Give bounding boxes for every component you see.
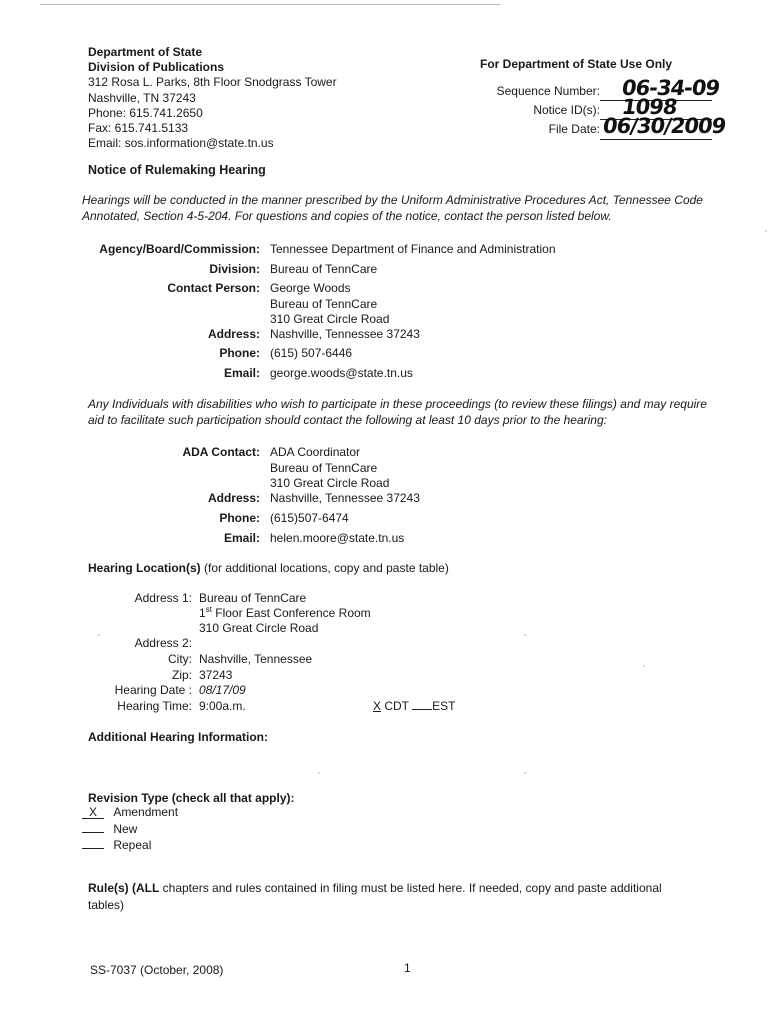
- revision-type-heading: Revision Type (check all that apply):: [88, 791, 295, 805]
- agency-value: Tennessee Department of Finance and Administration: [270, 242, 556, 256]
- hearing-time-value: 9:00a.m.: [199, 699, 246, 713]
- dept-fax: Fax: 615.741.5133: [88, 121, 189, 136]
- revision-label: Repeal: [113, 838, 152, 852]
- intro-paragraph: Hearings will be conducted in the manner prescribed by the Uniform Administrative Procedures Act, Tennessee Code Annotated, Section 4-5-204. For questions and copies of the notice, contact the person listed below.: [82, 193, 703, 223]
- revision-label: Amendment: [113, 805, 179, 819]
- dos-use-title: For Department of State Use Only: [480, 57, 673, 71]
- est-blank: [412, 699, 432, 710]
- address-label: Address:: [207, 327, 260, 341]
- phone-label: Phone:: [219, 346, 260, 360]
- file-date-underline: [600, 139, 712, 140]
- est-label: EST: [432, 699, 456, 713]
- hearing-date-label: Hearing Date :: [114, 683, 192, 697]
- address2-label: Address 2:: [134, 636, 192, 650]
- revision-check: X: [82, 807, 104, 819]
- contact-line: 310 Great Circle Road: [270, 312, 390, 326]
- scan-top-rule: [40, 4, 500, 5]
- contact-person-label: Contact Person:: [167, 281, 260, 295]
- hearing-time-label: Hearing Time:: [117, 699, 192, 713]
- scan-speck: [524, 772, 526, 774]
- email-label: Email:: [223, 366, 260, 380]
- ada-address-value: Nashville, Tennessee 37243: [270, 491, 420, 505]
- division-label: Division:: [209, 262, 260, 276]
- ada-email-label: Email:: [223, 531, 260, 545]
- sequence-number-label: Sequence Number:: [496, 84, 600, 98]
- scan-speck: [318, 772, 320, 774]
- scan-speck: [98, 634, 100, 636]
- phone-value: (615) 507-6446: [270, 346, 353, 360]
- cdt-label: CDT: [381, 699, 413, 713]
- zip-value: 37243: [199, 668, 233, 682]
- ada-contact-line: ADA Coordinator: [270, 445, 361, 459]
- revision-item: [82, 805, 178, 819]
- zip-label: Zip:: [171, 668, 192, 682]
- revision-item: [82, 821, 137, 836]
- division-name: Division of Publications: [88, 60, 225, 75]
- scan-speck: [524, 634, 526, 636]
- ada-contact-line: Bureau of TennCare: [270, 461, 378, 475]
- agency-label: Agency/Board/Commission:: [99, 242, 260, 256]
- rules-instruction: [88, 880, 698, 914]
- hearing-date-value: 08/17/09: [199, 683, 246, 697]
- dept-email: Email: sos.information@state.tn.us: [88, 136, 274, 151]
- city-label: City:: [168, 652, 192, 666]
- hearing-location-note: (for additional locations, copy and paste table): [200, 561, 449, 575]
- revision-check: [82, 837, 104, 849]
- ada-phone-value: (615)507-6474: [270, 511, 349, 525]
- disability-paragraph: Any Individuals with disabilities who wish to participate in these proceedings (to review these filings) and may require aid to facilitate such participation should contact the following at least 10 days prior to the hearing:: [88, 397, 707, 427]
- address1-line: [199, 605, 371, 620]
- file-date-value: 06/30/2009: [601, 114, 727, 138]
- ada-phone-label: Phone:: [219, 511, 260, 525]
- form-id: SS-7037 (October, 2008): [90, 963, 224, 977]
- hearing-location-title: Hearing Location(s): [88, 561, 201, 575]
- hearing-location-heading: [88, 561, 449, 575]
- division-value: Bureau of TennCare: [270, 262, 378, 276]
- cdt-mark: X: [373, 699, 382, 713]
- city-value: Nashville, Tennessee: [199, 652, 313, 666]
- ada-email-value: helen.moore@state.tn.us: [270, 531, 405, 545]
- revision-label: New: [113, 822, 138, 836]
- revision-check: [82, 821, 104, 833]
- timezone-selector: [373, 699, 455, 713]
- page-number: 1: [404, 961, 411, 975]
- contact-line: George Woods: [270, 281, 351, 295]
- address-value: Nashville, Tennessee 37243: [270, 327, 420, 341]
- notice-title: Notice of Rulemaking Hearing: [88, 163, 266, 177]
- notice-id-value: 1098: [620, 95, 679, 119]
- rules-text: chapters and rules contained in filing must be listed here. If needed, copy and paste additional tables): [88, 881, 662, 912]
- contact-line: Bureau of TennCare: [270, 297, 378, 311]
- ada-address-label: Address:: [207, 491, 260, 505]
- address1-line: Bureau of TennCare: [199, 591, 307, 605]
- floor-number: 1: [199, 606, 206, 620]
- notice-id-label: Notice ID(s):: [533, 103, 600, 117]
- dept-phone: Phone: 615.741.2650: [88, 105, 203, 120]
- sequence-number-value: 06-34-09: [620, 76, 721, 100]
- floor-suffix: st: [205, 605, 212, 614]
- address1-line: 310 Great Circle Road: [199, 621, 319, 635]
- ada-contact-line: 310 Great Circle Road: [270, 476, 390, 490]
- email-value: george.woods@state.tn.us: [270, 366, 413, 380]
- rules-title: Rule(s) (ALL: [88, 881, 160, 895]
- revision-item: [82, 837, 151, 852]
- additional-hearing-heading: Additional Hearing Information:: [88, 730, 268, 744]
- dept-header: [88, 45, 337, 151]
- file-date-label: File Date:: [548, 122, 600, 136]
- dept-address1: 312 Rosa L. Parks, 8th Floor Snodgrass Tower: [88, 75, 337, 90]
- scan-speck: [765, 230, 767, 232]
- floor-room: Floor East Conference Room: [211, 606, 371, 620]
- dept-name: Department of State: [88, 45, 203, 59]
- address1-label: Address 1:: [134, 591, 192, 605]
- dept-address2: Nashville, TN 37243: [88, 90, 196, 105]
- scan-speck: [643, 665, 645, 667]
- ada-contact-label: ADA Contact:: [182, 445, 260, 459]
